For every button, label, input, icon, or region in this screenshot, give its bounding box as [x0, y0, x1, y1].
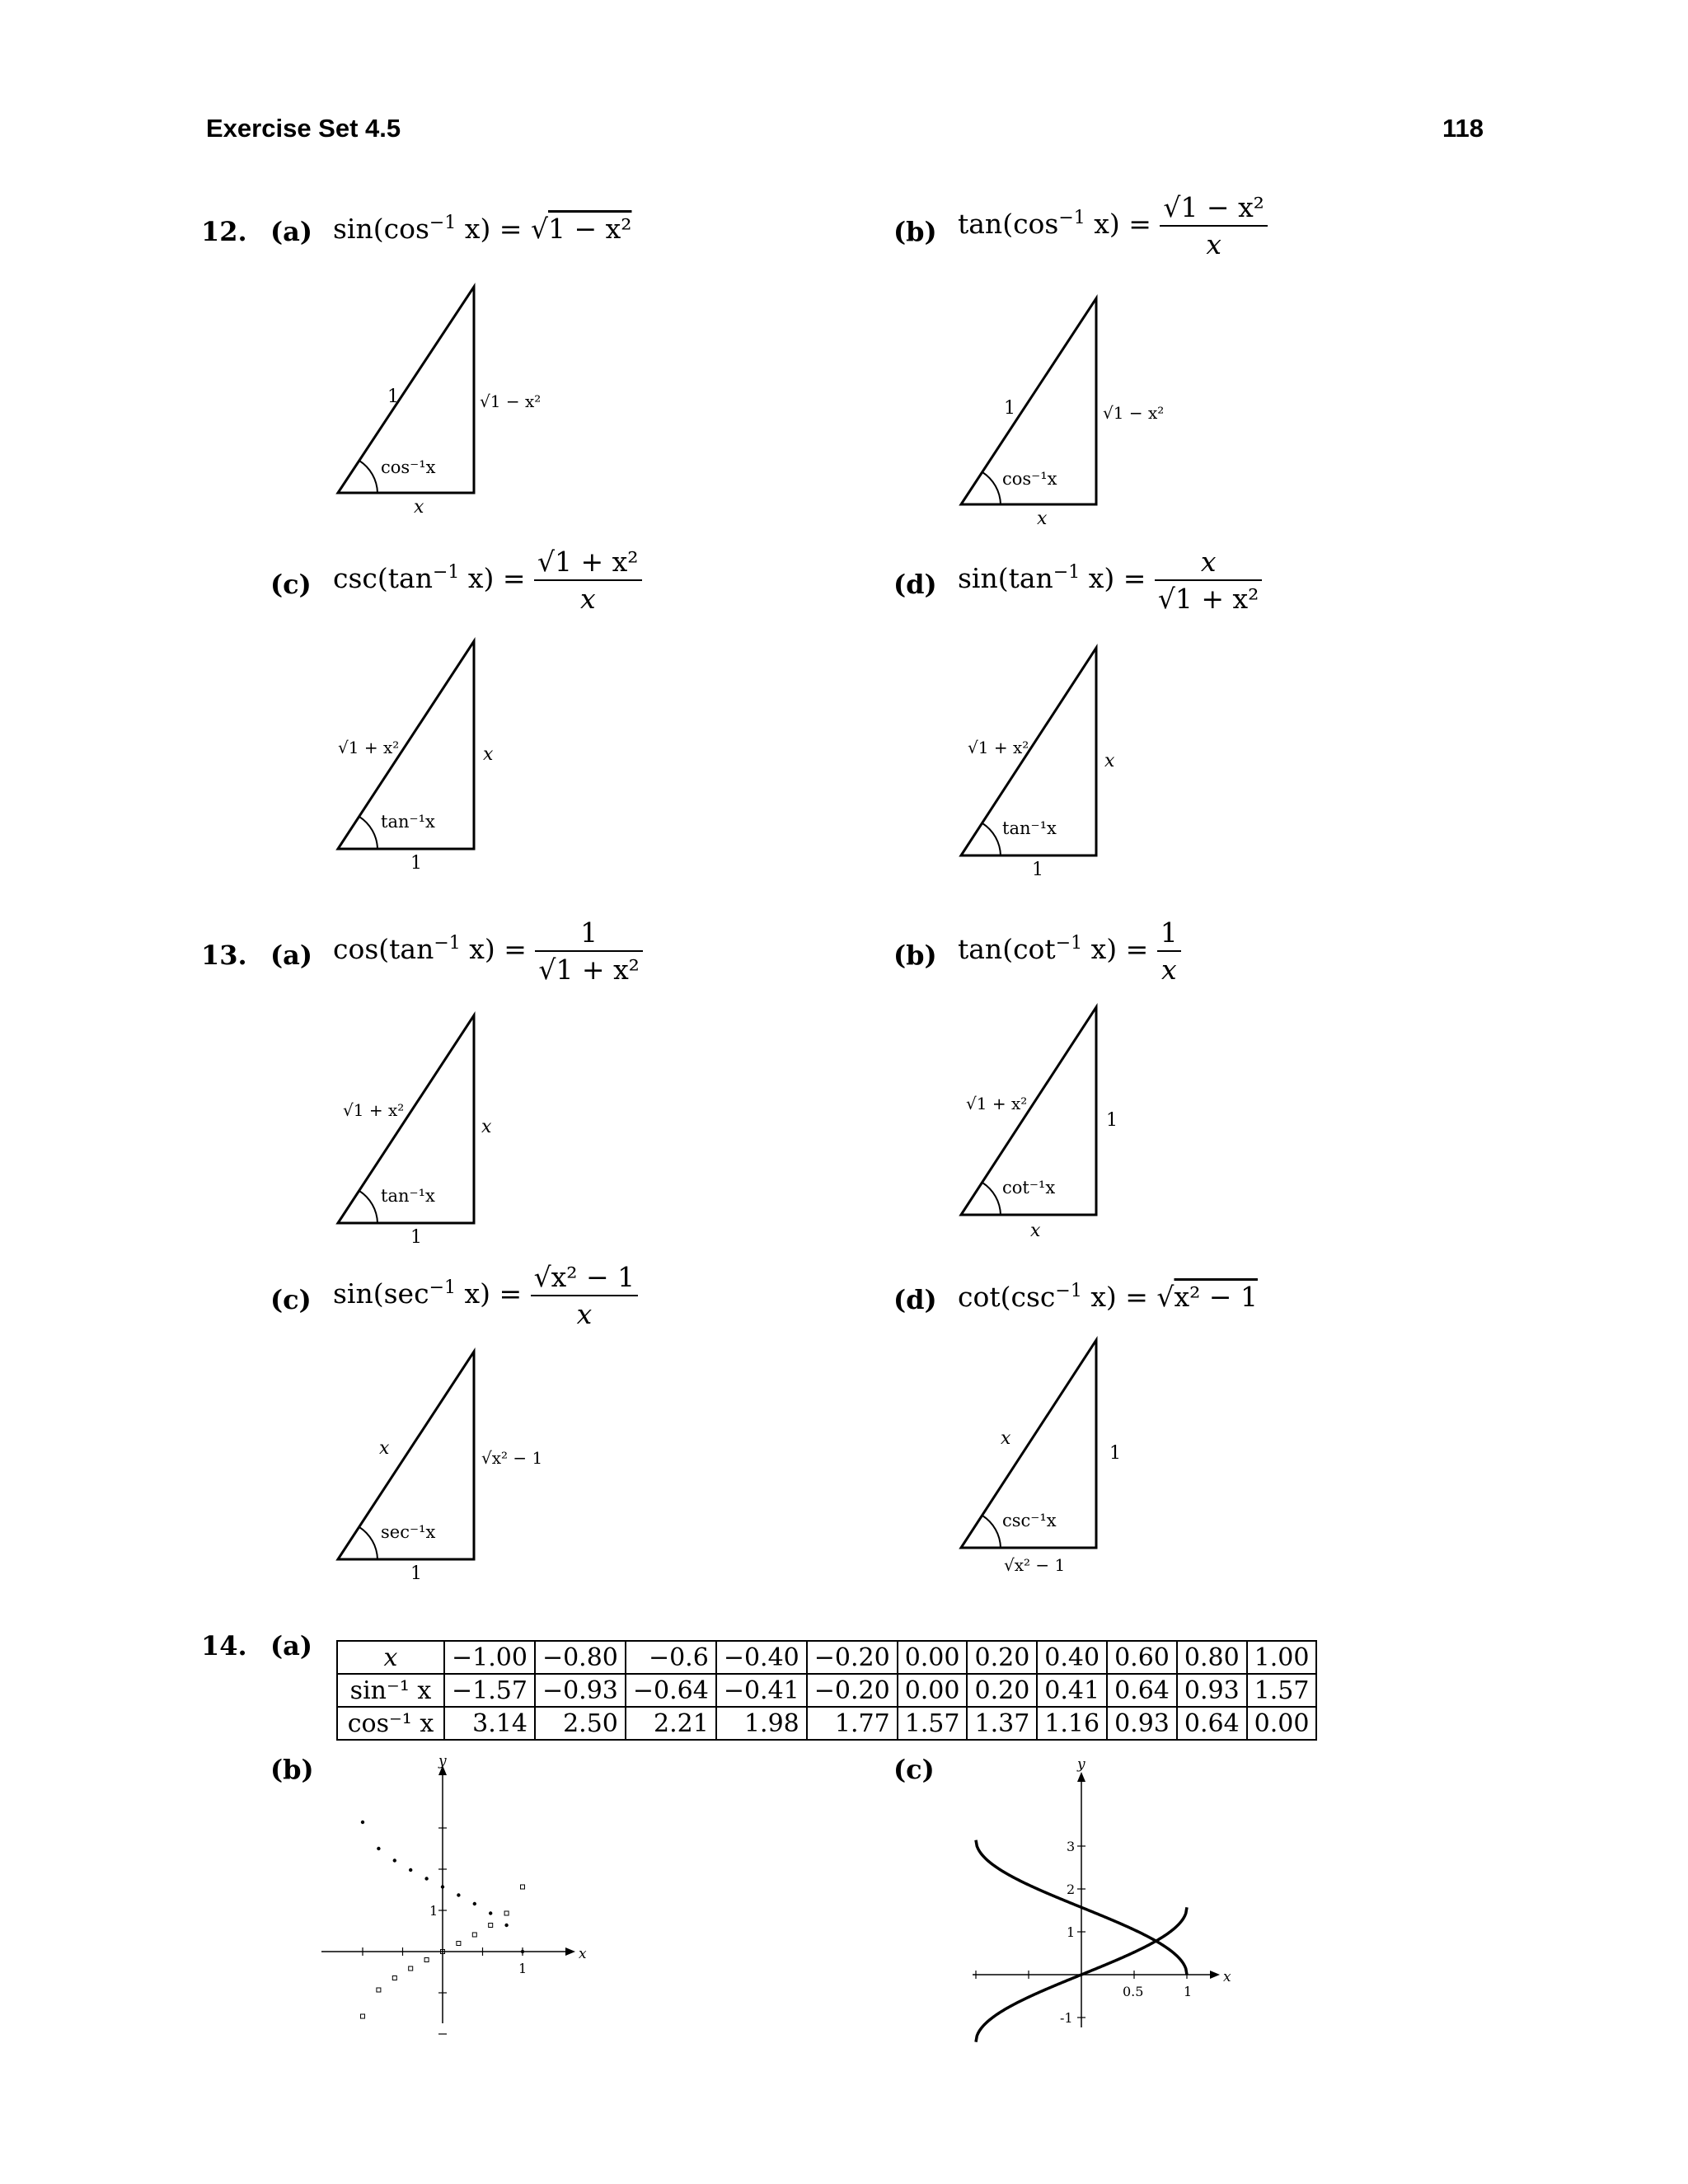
- opposite-label-13a: x: [481, 1117, 492, 1137]
- adjacent-label-13b: x: [1030, 1221, 1041, 1241]
- table-cell: −0.20: [807, 1641, 898, 1674]
- problem-number-14: 14.: [201, 1630, 247, 1661]
- table-cell: 0.40: [1037, 1641, 1107, 1674]
- acos-point: [473, 1902, 476, 1905]
- angle-label-13b: cot⁻¹x: [1002, 1178, 1056, 1197]
- x-tick-label: 0.5: [1123, 1984, 1144, 1999]
- x-tick-label: 1: [1184, 1984, 1193, 1999]
- equation-13b: $\tan(\cot^{-1}$ x) = $\frac{1}{x}$: [958, 916, 1181, 986]
- table-cell: 1.57: [1247, 1674, 1317, 1707]
- part-label-13b: (b): [893, 940, 937, 971]
- chart-c-axes: [973, 1756, 1231, 2027]
- angle-label-12d: tan⁻¹x: [1002, 818, 1057, 838]
- opposite-label-13c: √x² − 1: [481, 1448, 543, 1468]
- opposite-label-12c: x: [483, 744, 494, 765]
- triangle-12c: [338, 641, 494, 874]
- part-label-12b: (b): [893, 216, 937, 247]
- table-cell: 3.14: [444, 1707, 535, 1740]
- table-cell: 0.20: [967, 1641, 1037, 1674]
- part-label-12c: (c): [270, 569, 312, 600]
- x-axis-label: x: [1223, 1969, 1231, 1985]
- part-label-13c: (c): [270, 1284, 312, 1315]
- table-cell: 0.20: [967, 1674, 1037, 1707]
- table-cell: 1.57: [898, 1707, 968, 1740]
- asin-point: [409, 1966, 413, 1971]
- line-chart-14c: [964, 1755, 1236, 2027]
- equation-13a: $\cos(\tan^{-1}$ x) = $\frac{1}{\text{√1 + x²}}$: [333, 916, 643, 986]
- part-label-14b: (b): [270, 1754, 314, 1785]
- hypotenuse-label-12d: √1 + x²: [968, 738, 1029, 757]
- opposite-label-12b: √1 − x²: [1103, 403, 1165, 423]
- table-cell: 1.37: [967, 1707, 1037, 1740]
- equation-12d: $\sin(\tan^{-1}$ x) = $\frac{x}{\text{√1 + x²}}$: [958, 546, 1262, 615]
- table-cell: 1.98: [716, 1707, 807, 1740]
- table-cell: 1.00: [1247, 1641, 1317, 1674]
- x-tick-label: 1: [518, 1961, 528, 1976]
- inverse-trig-table: [336, 1640, 1317, 1741]
- asin-point: [392, 1976, 396, 1980]
- acos-point: [457, 1893, 460, 1896]
- y-tick-label: -1: [1060, 2010, 1073, 2026]
- table-cell: −0.40: [716, 1641, 807, 1674]
- equation-13d: $\cot(\csc^{-1}$ x) = √x² − 1: [958, 1281, 1258, 1313]
- asin-point: [424, 1958, 429, 1962]
- acos-point: [441, 1885, 444, 1888]
- x-axis-arrow: [1210, 1971, 1220, 1979]
- page-number: 118: [1442, 114, 1484, 143]
- adjacent-label-13c: 1: [410, 1563, 422, 1584]
- triangle-12d: [961, 648, 1115, 880]
- table-cell: 0.00: [898, 1641, 968, 1674]
- table-cell: 1.77: [807, 1707, 898, 1740]
- triangle-13c: [338, 1352, 542, 1584]
- asin-point: [521, 1885, 525, 1889]
- adjacent-label-13a: 1: [410, 1227, 422, 1248]
- triangle-12b: [961, 298, 1164, 529]
- opposite-label-13b: 1: [1106, 1110, 1118, 1131]
- acos-point: [361, 1821, 364, 1824]
- angle-label-13d: csc⁻¹x: [1002, 1511, 1057, 1530]
- asin-point: [504, 1911, 509, 1915]
- asin-point: [361, 2014, 365, 2018]
- hypotenuse-label-13b: √1 + x²: [966, 1094, 1028, 1113]
- table-cell: −0.64: [626, 1674, 716, 1707]
- equation-13c: $\sin(\sec^{-1}$ x) = $\frac{\text{√x² − 1}}{x}$: [333, 1261, 638, 1330]
- y-tick-label: 3: [1067, 1839, 1076, 1854]
- part-label-14c: (c): [893, 1754, 935, 1785]
- problem-number-12: 12.: [201, 216, 247, 247]
- table-cell: 0.00: [898, 1674, 968, 1707]
- table-row: [337, 1674, 1316, 1707]
- y-axis-label: y: [438, 1753, 447, 1769]
- hypotenuse-label-13d: x: [1001, 1428, 1011, 1449]
- hypotenuse-label-12a: 1: [387, 387, 399, 407]
- equation-12c: $\csc(\tan^{-1}$ x) = $\frac{\text{√1 + x²}}{x}$: [333, 546, 642, 615]
- opposite-label-12d: x: [1104, 751, 1115, 771]
- asin-point: [472, 1933, 476, 1937]
- table-row: [337, 1641, 1316, 1674]
- triangle-13b: [961, 1007, 1118, 1241]
- triangle-12a: [338, 287, 541, 518]
- table-cell: 0.64: [1107, 1674, 1177, 1707]
- y-tick-label: 1: [429, 1903, 438, 1919]
- table-cell: −0.20: [807, 1674, 898, 1707]
- adjacent-label-12d: 1: [1032, 860, 1043, 880]
- asin-point: [377, 1988, 381, 1992]
- y-axis-arrow: [1077, 1772, 1085, 1782]
- table-cell: 0.80: [1177, 1641, 1247, 1674]
- table-row-header: x: [337, 1641, 444, 1674]
- angle-label-13a: tan⁻¹x: [381, 1186, 435, 1206]
- table-cell: 0.00: [1247, 1707, 1317, 1740]
- angle-label-13c: sec⁻¹x: [381, 1522, 436, 1542]
- hypotenuse-label-13c: x: [379, 1438, 390, 1459]
- table-cell: 0.64: [1177, 1707, 1247, 1740]
- angle-label-12a: cos⁻¹x: [381, 457, 436, 477]
- opposite-label-13d: 1: [1109, 1443, 1121, 1464]
- adjacent-label-12c: 1: [410, 853, 422, 874]
- part-label-13d: (d): [893, 1284, 937, 1315]
- table-cell: 0.60: [1107, 1641, 1177, 1674]
- section-title: Exercise Set 4.5: [206, 114, 401, 143]
- table-cell: 2.50: [535, 1707, 626, 1740]
- equation-12b: $\tan(\cos^{-1}$ x) = $\frac{\text{√1 − x²}}{x}$: [958, 191, 1268, 260]
- scatter-chart-14b: [313, 1755, 585, 2027]
- y-axis-label: y: [1077, 1756, 1085, 1773]
- table-cell: 0.41: [1037, 1674, 1107, 1707]
- acos-point: [504, 1924, 508, 1927]
- table-cell: 0.93: [1107, 1707, 1177, 1740]
- part-label-14a: (a): [270, 1630, 313, 1661]
- equation-12a: $\sin(\cos^{-1}$ x) = √1 − x²: [333, 213, 632, 245]
- adjacent-label-12b: x: [1037, 509, 1048, 529]
- x-axis-arrow: [565, 1947, 575, 1956]
- acos-point: [409, 1868, 412, 1872]
- table-row: [337, 1707, 1316, 1740]
- asin-point: [457, 1942, 461, 1946]
- hypotenuse-label-12b: 1: [1004, 398, 1015, 419]
- problem-number-13: 13.: [201, 940, 247, 971]
- adjacent-label-13d: √x² − 1: [1004, 1555, 1066, 1575]
- table-cell: −1.00: [444, 1641, 535, 1674]
- table-cell: −0.41: [716, 1674, 807, 1707]
- acos-point: [424, 1877, 428, 1880]
- y-tick-label: 2: [1067, 1882, 1076, 1897]
- y-tick-label: 1: [1067, 1924, 1076, 1940]
- table-row-header: sin⁻¹ x: [337, 1674, 444, 1707]
- part-label-12a: (a): [270, 216, 313, 247]
- angle-label-12b: cos⁻¹x: [1002, 469, 1057, 489]
- acos-point: [489, 1911, 492, 1915]
- table-cell: 0.93: [1177, 1674, 1247, 1707]
- acos-point: [393, 1858, 396, 1862]
- acos-point: [377, 1847, 380, 1850]
- x-axis-label: x: [579, 1946, 587, 1962]
- table-cell: 1.16: [1037, 1707, 1107, 1740]
- table-row-header: cos⁻¹ x: [337, 1707, 444, 1740]
- opposite-label-12a: √1 − x²: [480, 391, 542, 411]
- asin-point: [489, 1924, 493, 1928]
- acos-point: [521, 1950, 524, 1953]
- chart-b-axes: [321, 1753, 587, 2034]
- part-label-12d: (d): [893, 569, 937, 600]
- triangle-13d: [961, 1340, 1121, 1575]
- table-cell: 2.21: [626, 1707, 716, 1740]
- hypotenuse-label-13a: √1 + x²: [343, 1100, 405, 1120]
- adjacent-label-12a: x: [414, 497, 424, 518]
- table-cell: −0.6: [626, 1641, 716, 1674]
- part-label-13a: (a): [270, 940, 313, 971]
- table-cell: −0.80: [535, 1641, 626, 1674]
- angle-label-12c: tan⁻¹x: [381, 812, 435, 832]
- triangle-13a: [338, 1015, 492, 1248]
- table-cell: −0.93: [535, 1674, 626, 1707]
- hypotenuse-label-12c: √1 + x²: [338, 738, 400, 757]
- table-cell: −1.57: [444, 1674, 535, 1707]
